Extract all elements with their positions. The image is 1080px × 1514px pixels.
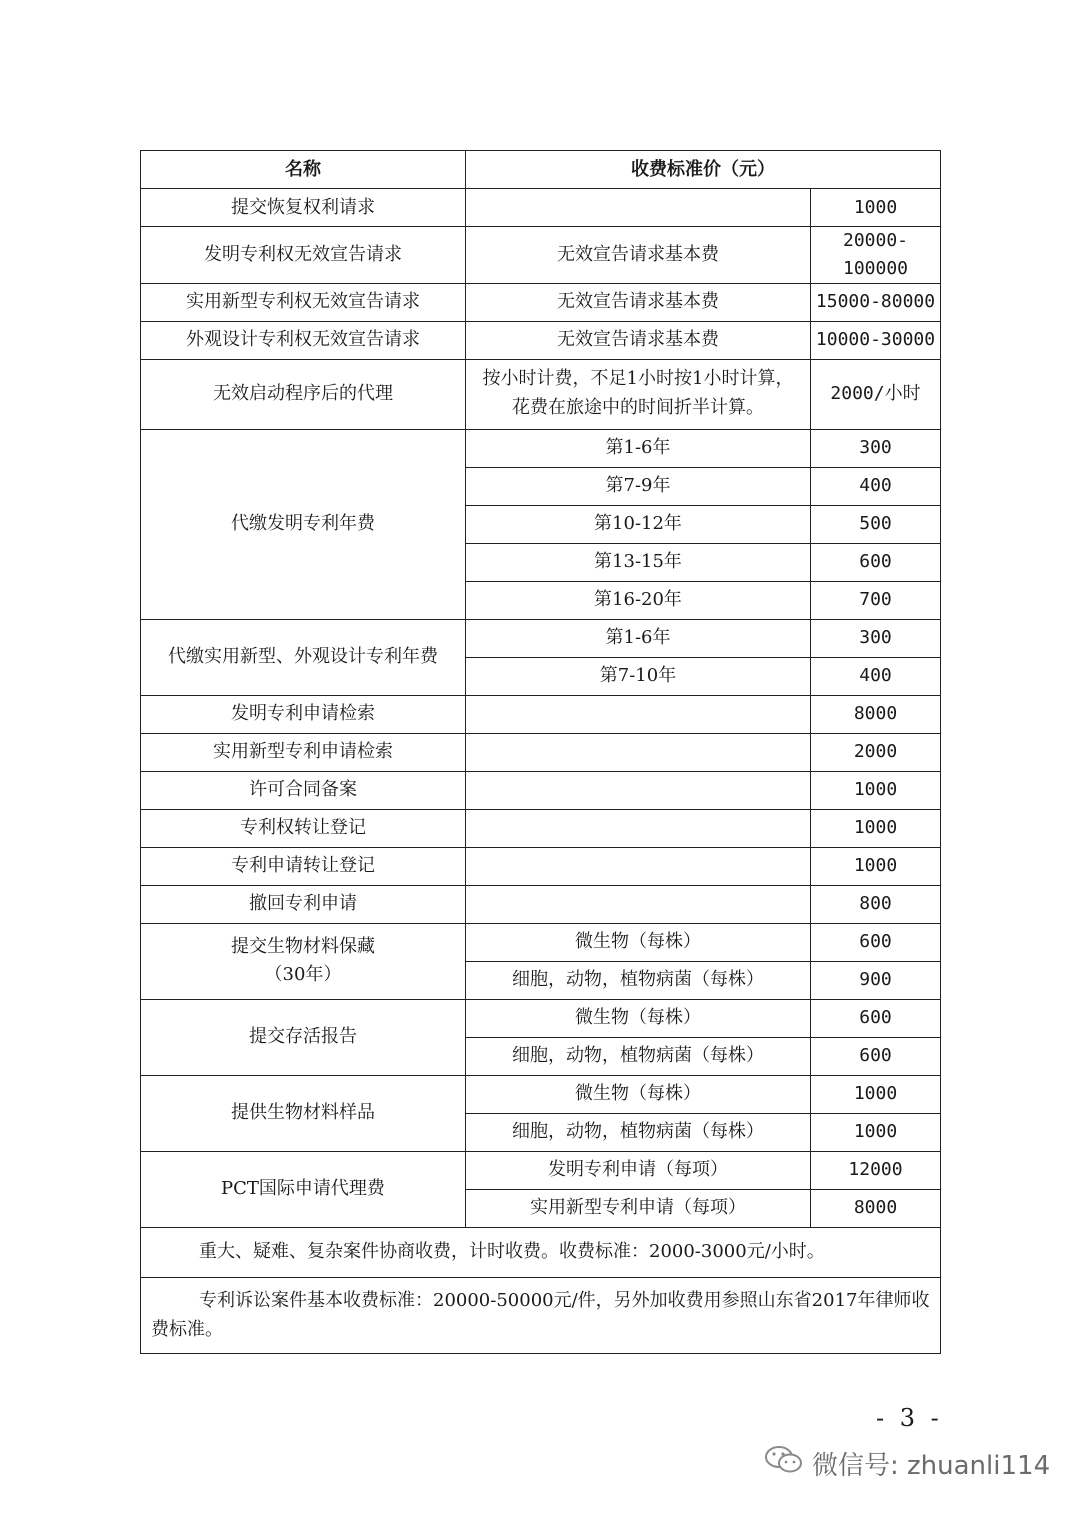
watermark — [764, 1444, 1050, 1483]
row-detail: 无效宣告请求基本费 — [466, 283, 811, 321]
row-detail: 第1-6年 — [466, 619, 811, 657]
note-row — [141, 1227, 941, 1277]
row-fee: 300 — [811, 429, 941, 467]
row-detail: 微生物（每株） — [466, 923, 811, 961]
table-row — [141, 809, 941, 847]
note-text: 重大、疑难、复杂案件协商收费，计时收费。收费标准：2000-3000元/小时。 — [141, 1227, 941, 1277]
row-name: 外观设计专利权无效宣告请求 — [141, 321, 466, 359]
row-detail-empty — [466, 733, 811, 771]
group-name — [141, 923, 466, 999]
table-row — [141, 429, 941, 467]
row-fee: 600 — [811, 543, 941, 581]
row-detail: 按小时计费，不足1小时按1小时计算，花费在旅途中的时间折半计算。 — [466, 359, 811, 429]
row-detail: 微生物（每株） — [466, 1075, 811, 1113]
watermark-text: 微信号: zhuanli114 — [812, 1451, 1051, 1481]
row-fee: 15000-80000 — [811, 283, 941, 321]
row-detail: 第10-12年 — [466, 505, 811, 543]
row-fee: 600 — [811, 999, 941, 1037]
row-fee: 12000 — [811, 1151, 941, 1189]
row-name: 撤回专利申请 — [141, 885, 466, 923]
row-detail: 第7-9年 — [466, 467, 811, 505]
row-detail — [466, 189, 811, 227]
row-detail: 无效宣告请求基本费 — [466, 227, 811, 284]
header-name: 名称 — [141, 151, 466, 189]
row-name: 专利权转让登记 — [141, 809, 466, 847]
row-name: 实用新型专利权无效宣告请求 — [141, 283, 466, 321]
table-row — [141, 771, 941, 809]
row-fee: 1000 — [811, 847, 941, 885]
row-fee: 2000/小时 — [811, 359, 941, 429]
header-row — [141, 151, 941, 189]
row-fee: 10000-30000 — [811, 321, 941, 359]
row-fee: 600 — [811, 923, 941, 961]
group-name: PCT国际申请代理费 — [141, 1151, 466, 1227]
row-detail-empty — [466, 695, 811, 733]
row-detail: 无效宣告请求基本费 — [466, 321, 811, 359]
row-name: 实用新型专利申请检索 — [141, 733, 466, 771]
row-fee: 600 — [811, 1037, 941, 1075]
group-name: 提交存活报告 — [141, 999, 466, 1075]
row-fee: 20000-100000 — [811, 227, 941, 284]
header-fee: 收费标准价（元） — [466, 151, 941, 189]
table-row — [141, 189, 941, 227]
row-name: 专利申请转让登记 — [141, 847, 466, 885]
row-detail: 细胞，动物，植物病菌（每株） — [466, 1113, 811, 1151]
row-detail: 第13-15年 — [466, 543, 811, 581]
row-fee: 1000 — [811, 189, 941, 227]
group-name-main: 提交生物材料保藏 — [231, 936, 375, 958]
group-name: 提供生物材料样品 — [141, 1075, 466, 1151]
row-fee: 400 — [811, 467, 941, 505]
table-row — [141, 1151, 941, 1189]
row-name: 提交恢复权利请求 — [141, 189, 466, 227]
note-row — [141, 1277, 941, 1353]
row-detail-empty — [466, 771, 811, 809]
table-row — [141, 283, 941, 321]
row-detail: 细胞，动物，植物病菌（每株） — [466, 961, 811, 999]
page-number: - 3 - — [876, 1404, 943, 1432]
row-fee: 900 — [811, 961, 941, 999]
table-row — [141, 695, 941, 733]
row-detail: 发明专利申请（每项） — [466, 1151, 811, 1189]
group-name-sub: （30年） — [264, 964, 342, 986]
fee-table — [140, 150, 941, 1354]
table-row — [141, 885, 941, 923]
table-row — [141, 733, 941, 771]
group-name: 代缴实用新型、外观设计专利年费 — [141, 619, 466, 695]
row-fee: 1000 — [811, 1113, 941, 1151]
row-name: 发明专利申请检索 — [141, 695, 466, 733]
table-row — [141, 923, 941, 961]
row-name: 无效启动程序后的代理 — [141, 359, 466, 429]
table-row — [141, 227, 941, 284]
table-row — [141, 999, 941, 1037]
row-fee: 700 — [811, 581, 941, 619]
row-detail-empty — [466, 847, 811, 885]
row-detail: 第16-20年 — [466, 581, 811, 619]
wechat-icon — [764, 1444, 804, 1483]
group-name: 代缴发明专利年费 — [141, 429, 466, 619]
row-name: 发明专利权无效宣告请求 — [141, 227, 466, 284]
row-fee: 1000 — [811, 771, 941, 809]
row-fee: 400 — [811, 657, 941, 695]
table-row — [141, 619, 941, 657]
table-row — [141, 847, 941, 885]
row-detail: 微生物（每株） — [466, 999, 811, 1037]
row-fee: 500 — [811, 505, 941, 543]
row-detail: 细胞，动物，植物病菌（每株） — [466, 1037, 811, 1075]
row-detail: 第7-10年 — [466, 657, 811, 695]
row-detail-empty — [466, 809, 811, 847]
row-fee: 300 — [811, 619, 941, 657]
row-detail: 实用新型专利申请（每项） — [466, 1189, 811, 1227]
row-fee: 1000 — [811, 1075, 941, 1113]
note-text: 专利诉讼案件基本收费标准：20000-50000元/件，另外加收费用参照山东省2017年律师收费标准。 — [141, 1277, 941, 1353]
row-fee: 1000 — [811, 809, 941, 847]
table-row — [141, 359, 941, 429]
row-fee: 800 — [811, 885, 941, 923]
row-detail: 第1-6年 — [466, 429, 811, 467]
row-fee: 2000 — [811, 733, 941, 771]
row-fee: 8000 — [811, 1189, 941, 1227]
row-name: 许可合同备案 — [141, 771, 466, 809]
table-row — [141, 321, 941, 359]
row-fee: 8000 — [811, 695, 941, 733]
row-detail-empty — [466, 885, 811, 923]
table-row — [141, 1075, 941, 1113]
